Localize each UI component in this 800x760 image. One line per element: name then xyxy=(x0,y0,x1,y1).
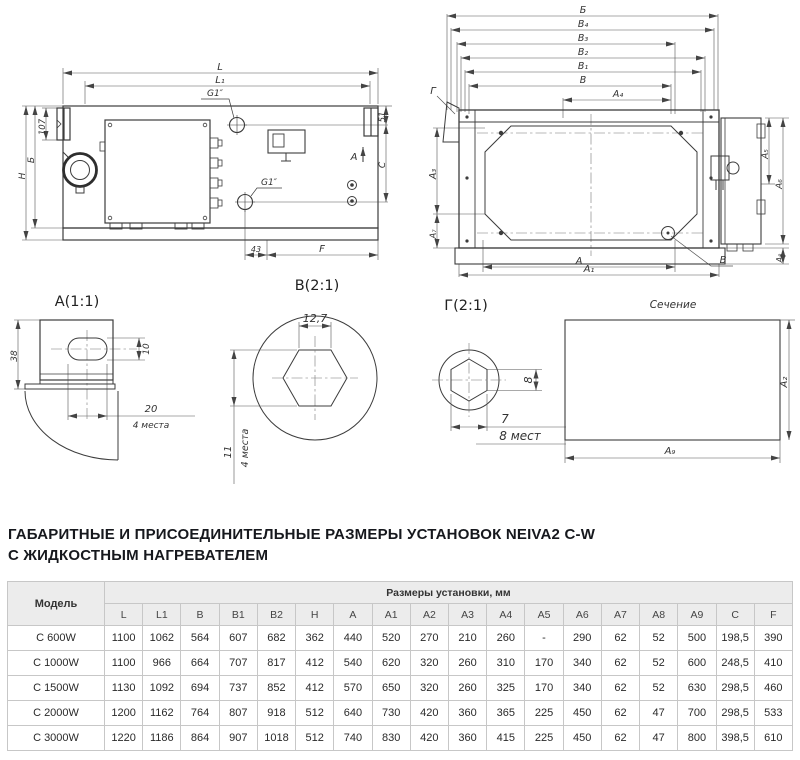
value-cell: 918 xyxy=(257,701,295,726)
detail-b-centerlines xyxy=(272,336,358,420)
value-cell: 800 xyxy=(678,726,716,751)
col-header-B: B xyxy=(181,604,219,626)
value-cell: 852 xyxy=(257,676,295,701)
dim-label-l: L xyxy=(217,62,223,73)
value-cell: 700 xyxy=(678,701,716,726)
value-cell: 620 xyxy=(372,651,410,676)
page-title xyxy=(8,524,788,566)
section-outline xyxy=(565,320,780,440)
value-cell: 415 xyxy=(487,726,525,751)
dim-label-a2: A₂ xyxy=(779,376,790,388)
table-row xyxy=(8,651,793,676)
value-cell: 412 xyxy=(296,651,334,676)
value-cell: 640 xyxy=(334,701,372,726)
section-title: Сечение xyxy=(649,299,697,311)
table-row xyxy=(8,676,793,701)
dim-label-b-cyr: Б xyxy=(579,5,587,16)
value-cell: 420 xyxy=(410,726,448,751)
value-cell: 62 xyxy=(601,676,639,701)
unit-body-front xyxy=(443,102,725,264)
value-cell: 260 xyxy=(487,626,525,651)
value-cell: 412 xyxy=(296,676,334,701)
dim-label-10: 10 xyxy=(142,343,152,355)
detail-b-drawing xyxy=(222,272,418,490)
dim-label-a1: A₁ xyxy=(583,264,595,275)
value-cell: 533 xyxy=(754,701,792,726)
dim-label-f: F xyxy=(319,244,325,255)
col-header-A7: A7 xyxy=(601,604,639,626)
dim-label-a9: A₉ xyxy=(664,446,676,457)
pressure-switch xyxy=(268,130,305,161)
value-cell: 607 xyxy=(219,626,257,651)
value-cell: 966 xyxy=(143,651,181,676)
front-view-drawing xyxy=(413,6,800,278)
col-header-F: F xyxy=(754,604,792,626)
value-cell: 707 xyxy=(219,651,257,676)
value-cell: 1092 xyxy=(143,676,181,701)
value-cell: 630 xyxy=(678,676,716,701)
control-box xyxy=(100,120,222,229)
value-cell: 62 xyxy=(601,651,639,676)
value-cell: 907 xyxy=(219,726,257,751)
col-header-A: A xyxy=(334,604,372,626)
g1-bottom-label: G1″ xyxy=(260,178,278,188)
value-cell: 1100 xyxy=(105,626,143,651)
table-header xyxy=(8,582,793,626)
value-cell: 52 xyxy=(640,651,678,676)
detail-g-marker: Г xyxy=(430,86,436,97)
value-cell: 807 xyxy=(219,701,257,726)
value-cell: 62 xyxy=(601,726,639,751)
col-header-A1: A1 xyxy=(372,604,410,626)
detail-g-centerlines xyxy=(432,343,506,417)
dim-label-a8: A₈ xyxy=(775,253,784,263)
col-header-B1: B1 xyxy=(219,604,257,626)
value-cell: 520 xyxy=(372,626,410,651)
dim-label-l1: L₁ xyxy=(215,75,225,86)
dim-label-8: 8 xyxy=(522,376,535,384)
value-cell: 764 xyxy=(181,701,219,726)
model-column-header: Модель xyxy=(8,582,105,626)
value-cell: 340 xyxy=(563,651,601,676)
value-cell: 1162 xyxy=(143,701,181,726)
value-cell: 310 xyxy=(487,651,525,676)
value-cell: 260 xyxy=(448,651,486,676)
col-header-A3: A3 xyxy=(448,604,486,626)
g1-top-label: G1″ xyxy=(206,89,224,99)
dim-label-127: 12,7 xyxy=(302,312,328,325)
value-cell: 570 xyxy=(334,676,372,701)
model-cell: С 1000W xyxy=(8,651,105,676)
group-header: Размеры установки, мм xyxy=(105,582,793,604)
fan-motor xyxy=(63,152,97,193)
detail-g-title: Г(2:1) xyxy=(444,298,488,314)
mounting-bracket xyxy=(25,320,118,460)
value-cell: - xyxy=(525,626,563,651)
value-cell: 1130 xyxy=(105,676,143,701)
title-line-1: ГАБАРИТНЫЕ И ПРИСОЕДИНИТЕЛЬНЫЕ РАЗМЕРЫ УСТАНОВОК NEIVA2 C-W xyxy=(8,526,596,543)
dim-label-a7: A₇ xyxy=(429,229,439,239)
value-cell: 47 xyxy=(640,726,678,751)
value-cell: 730 xyxy=(372,701,410,726)
detail-a-drawing xyxy=(5,292,217,484)
dim-label-a5: A₅ xyxy=(761,149,771,159)
dim-label-51: 51 xyxy=(378,111,388,123)
value-cell: 298,5 xyxy=(716,676,754,701)
detail-a-title: А(1:1) xyxy=(54,294,100,310)
dim-label-38: 38 xyxy=(10,350,20,362)
table-body xyxy=(8,626,793,751)
value-cell: 320 xyxy=(410,676,448,701)
side-view-drawing xyxy=(16,50,400,268)
dim-label-20: 20 xyxy=(144,404,158,415)
value-cell: 664 xyxy=(181,651,219,676)
value-cell: 47 xyxy=(640,701,678,726)
table-row xyxy=(8,701,793,726)
value-cell: 740 xyxy=(334,726,372,751)
value-cell: 737 xyxy=(219,676,257,701)
col-header-A2: A2 xyxy=(410,604,448,626)
detail-g-note: 8 мест xyxy=(499,429,541,443)
detail-g-drawing xyxy=(420,288,568,476)
value-cell: 360 xyxy=(448,701,486,726)
section-dims xyxy=(565,320,795,463)
detail-a-centerlines xyxy=(51,330,137,420)
value-cell: 325 xyxy=(487,676,525,701)
centerlines xyxy=(477,114,705,256)
col-header-A4: A4 xyxy=(487,604,525,626)
value-cell: 362 xyxy=(296,626,334,651)
value-cell: 450 xyxy=(563,726,601,751)
value-cell: 450 xyxy=(563,701,601,726)
value-cell: 694 xyxy=(181,676,219,701)
section-drawing xyxy=(556,292,800,470)
value-cell: 500 xyxy=(678,626,716,651)
dim-label-107: 107 xyxy=(38,118,48,136)
detail-b-note: 4 места xyxy=(240,428,251,468)
value-cell: 564 xyxy=(181,626,219,651)
value-cell: 298,5 xyxy=(716,701,754,726)
value-cell: 682 xyxy=(257,626,295,651)
table-row xyxy=(8,626,793,651)
value-cell: 1186 xyxy=(143,726,181,751)
value-cell: 210 xyxy=(448,626,486,651)
dim-label-b3: B₃ xyxy=(577,33,589,44)
front-view-dim-lines xyxy=(433,14,789,277)
col-header-A6: A6 xyxy=(563,604,601,626)
value-cell: 365 xyxy=(487,701,525,726)
value-cell: 540 xyxy=(334,651,372,676)
dim-label-43: 43 xyxy=(250,245,262,254)
value-cell: 512 xyxy=(296,726,334,751)
col-header-A5: A5 xyxy=(525,604,563,626)
dim-label-11: 11 xyxy=(223,445,234,459)
view-a-label: A xyxy=(350,152,358,163)
value-cell: 390 xyxy=(754,626,792,651)
detail-a-note: 4 места xyxy=(132,421,170,431)
model-cell: С 600W xyxy=(8,626,105,651)
value-cell: 198,5 xyxy=(716,626,754,651)
value-cell: 170 xyxy=(525,676,563,701)
dim-label-b-cyr: Б xyxy=(27,156,37,164)
value-cell: 52 xyxy=(640,626,678,651)
value-cell: 398,5 xyxy=(716,726,754,751)
value-cell: 62 xyxy=(601,626,639,651)
value-cell: 864 xyxy=(181,726,219,751)
dim-label-a4: A₄ xyxy=(612,89,624,100)
value-cell: 440 xyxy=(334,626,372,651)
value-cell: 290 xyxy=(563,626,601,651)
dim-label-a3: A₃ xyxy=(428,168,439,180)
value-cell: 52 xyxy=(640,676,678,701)
value-cell: 360 xyxy=(448,726,486,751)
value-cell: 512 xyxy=(296,701,334,726)
value-cell: 62 xyxy=(601,701,639,726)
value-cell: 830 xyxy=(372,726,410,751)
detail-a-dims xyxy=(14,320,195,420)
value-cell: 320 xyxy=(410,651,448,676)
model-cell: С 3000W xyxy=(8,726,105,751)
dimensions-table xyxy=(7,581,793,751)
dim-label-b2: B₂ xyxy=(577,47,589,58)
detail-b-marker: B xyxy=(719,255,727,266)
value-cell: 1062 xyxy=(143,626,181,651)
col-header-L: L xyxy=(105,604,143,626)
dim-label-7: 7 xyxy=(501,412,509,426)
value-cell: 1220 xyxy=(105,726,143,751)
dim-label-b4: B₄ xyxy=(577,19,589,30)
table-row xyxy=(8,726,793,751)
value-cell: 225 xyxy=(525,701,563,726)
value-cell: 1018 xyxy=(257,726,295,751)
model-cell: С 1500W xyxy=(8,676,105,701)
value-cell: 600 xyxy=(678,651,716,676)
col-header-A8: A8 xyxy=(640,604,678,626)
dim-label-c: C xyxy=(378,161,388,169)
col-header-C: C xyxy=(716,604,754,626)
pipe-connections xyxy=(201,99,282,212)
value-cell: 410 xyxy=(754,651,792,676)
detail-b-title: В(2:1) xyxy=(294,278,340,294)
value-cell: 650 xyxy=(372,676,410,701)
value-cell: 610 xyxy=(754,726,792,751)
dim-label-a: A xyxy=(575,256,583,267)
col-header-L1: L1 xyxy=(143,604,181,626)
panel-bolts xyxy=(465,115,712,242)
value-cell: 1100 xyxy=(105,651,143,676)
value-cell: 420 xyxy=(410,701,448,726)
value-cell: 460 xyxy=(754,676,792,701)
value-cell: 1200 xyxy=(105,701,143,726)
value-cell: 225 xyxy=(525,726,563,751)
value-cell: 340 xyxy=(563,676,601,701)
model-cell: С 2000W xyxy=(8,701,105,726)
dim-label-h: H xyxy=(18,172,28,180)
value-cell: 260 xyxy=(448,676,486,701)
value-cell: 817 xyxy=(257,651,295,676)
dim-label-b1: B₁ xyxy=(577,61,589,72)
col-header-A9: A9 xyxy=(678,604,716,626)
col-header-B2: B2 xyxy=(257,604,295,626)
dim-header-row xyxy=(8,604,793,626)
dim-label-b: B xyxy=(579,75,587,86)
value-cell: 248,5 xyxy=(716,651,754,676)
title-line-2: С ЖИДКОСТНЫМ НАГРЕВАТЕЛЕМ xyxy=(8,547,269,564)
value-cell: 270 xyxy=(410,626,448,651)
dim-label-a6: A₆ xyxy=(775,179,785,189)
value-cell: 170 xyxy=(525,651,563,676)
col-header-H: H xyxy=(296,604,334,626)
